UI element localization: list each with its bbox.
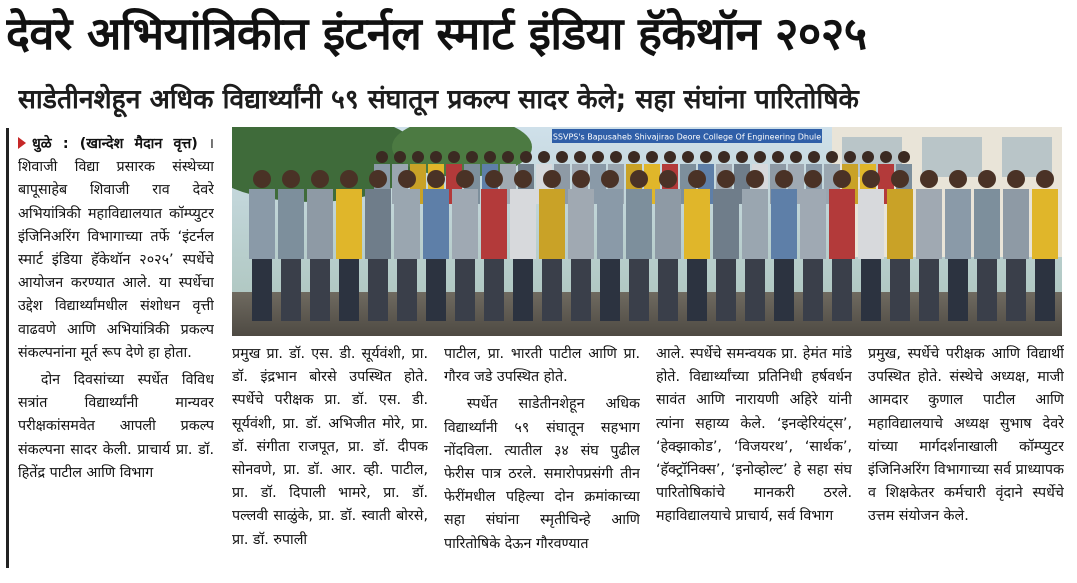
paragraph-text: । शिवाजी विद्या प्रसारक संस्थेच्या बापूसाहेब शिवाजी राव देवरे अभियांत्रिकी महाविद्यालयात कॉम्प्युटर इंजिनिअरिंग विभागाच्या तर्फे ‘इंटर्नल स्मार्ट इंडिया हॅकेथॉन २०२५’ स्पर्धेचे आयोजन करण्यात आले. या स्पर्धेचा उद्देश विद्यार्थ्यांमधील संशोधन वृत्ती वाढवणे आणि अभियांत्रिकी प्रकल्प संकल्पनांना मूर्त रूप देणे हा होता. [18, 136, 214, 361]
article-paragraph [18, 133, 214, 365]
column-rule [6, 128, 9, 568]
article-column-3 [444, 343, 640, 573]
article-paragraph: स्पर्धेत साडेतीनशेहून अधिक विद्यार्थ्यांनी ५९ संघातून सहभाग नोंदविला. त्यातील ३४ संघ पुढील फेरीस पात्र ठरले. समारोपप्रसंगी तीन फेरींमधील पहिल्या दोन क्रमांकाच्या सहा संघांना स्मृतीचिन्हे आणि पारितोषिके देऊन गौरवण्यात [444, 396, 640, 552]
dateline-arrow-icon [18, 137, 26, 149]
article-paragraph: दोन दिवसांच्या स्पर्धेत विविध सत्रांत विद्यार्थ्यांनी मान्यवर परीक्षकांसमवेत आपली प्रकल्प संकल्पना सादर केली. प्राचार्य प्रा. डॉ. हितेंद्र पाटील आणि विभाग [18, 372, 214, 481]
article-paragraph: प्रमुख, स्पर्धेचे परीक्षक आणि विद्यार्थी उपस्थित होते. संस्थेचे अध्यक्ष, माजी आमदार कुणाल पाटील आणि महाविद्यालयाचे अध्यक्ष सुभाष देवरे यांच्या मार्गदर्शनाखाली कॉम्प्युटर इंजिनिअरिंग विभागाच्या सर्व प्राध्यापक व शिक्षकेतर कर्मचारी वृंदाने स्पर्धेचे उत्तम संयोजन केले. [868, 346, 1064, 525]
article-column-2 [232, 343, 428, 573]
article-column-4 [656, 343, 852, 573]
headline: देवरे अभियांत्रिकीत इंटर्नल स्मार्ट इंडिया हॅकेथॉन २०२५ [6, 7, 867, 60]
article-paragraph: प्रमुख प्रा. डॉ. एस. डी. सूर्यवंशी, प्रा. डॉ. इंद्रभान बोरसे उपस्थित होते. स्पर्धेचे परीक्षक प्रा. डॉ. एस. डी. सूर्यवंशी, प्रा. डॉ. अभिजीत मोरे, प्रा. डॉ. संगीता राजपूत, प्रा. डॉ. दीपक सोनवणे, प्रा. डॉ. आर. व्ही. पाटील, प्रा. डॉ. दिपाली भामरे, प्रा. डॉ. पल्लवी साळुंके, प्रा. डॉ. स्वाती बोरसे, प्रा. डॉ. रुपाली [232, 346, 428, 548]
group-photo [232, 127, 1062, 336]
article-column-1 [18, 133, 214, 573]
article-paragraph: पाटील, प्रा. भारती पाटील आणि प्रा. गौरव जडे उपस्थित होते. [444, 346, 640, 386]
photo-banner: SSVPS's Bapusaheb Shivajirao Deore College Of Engineering Dhule [552, 132, 822, 142]
article-column-5 [868, 343, 1064, 573]
article-paragraph: आले. स्पर्धेचे समन्वयक प्रा. हेमंत मांडे होते. विद्यार्थ्यांच्या प्रतिनिधी हर्षवर्धन सावंत आणि नारायणी अहिरे यांनी त्यांना सहाय्य केले. ‘इनव्हेरियंट्स’, ‘हेक्झाकोड’, ‘विजयरथ’, ‘सार्थक’, ‘हॅक्ट्रॉनिक्स’, ‘इनोव्होल्ट’ हे सहा संघ पारितोषिकांचे मानकरी ठरले. महाविद्यालयाचे प्राचार्य, सर्व विभाग [656, 346, 852, 525]
dateline: धुळे : (खान्देश मैदान वृत्त) [32, 136, 198, 152]
subheadline: साडेतीनशेहून अधिक विद्यार्थ्यांनी ५९ संघातून प्रकल्प सादर केले; सहा संघांना पारितोषिके [18, 84, 859, 115]
group-photo-image [232, 127, 1062, 336]
